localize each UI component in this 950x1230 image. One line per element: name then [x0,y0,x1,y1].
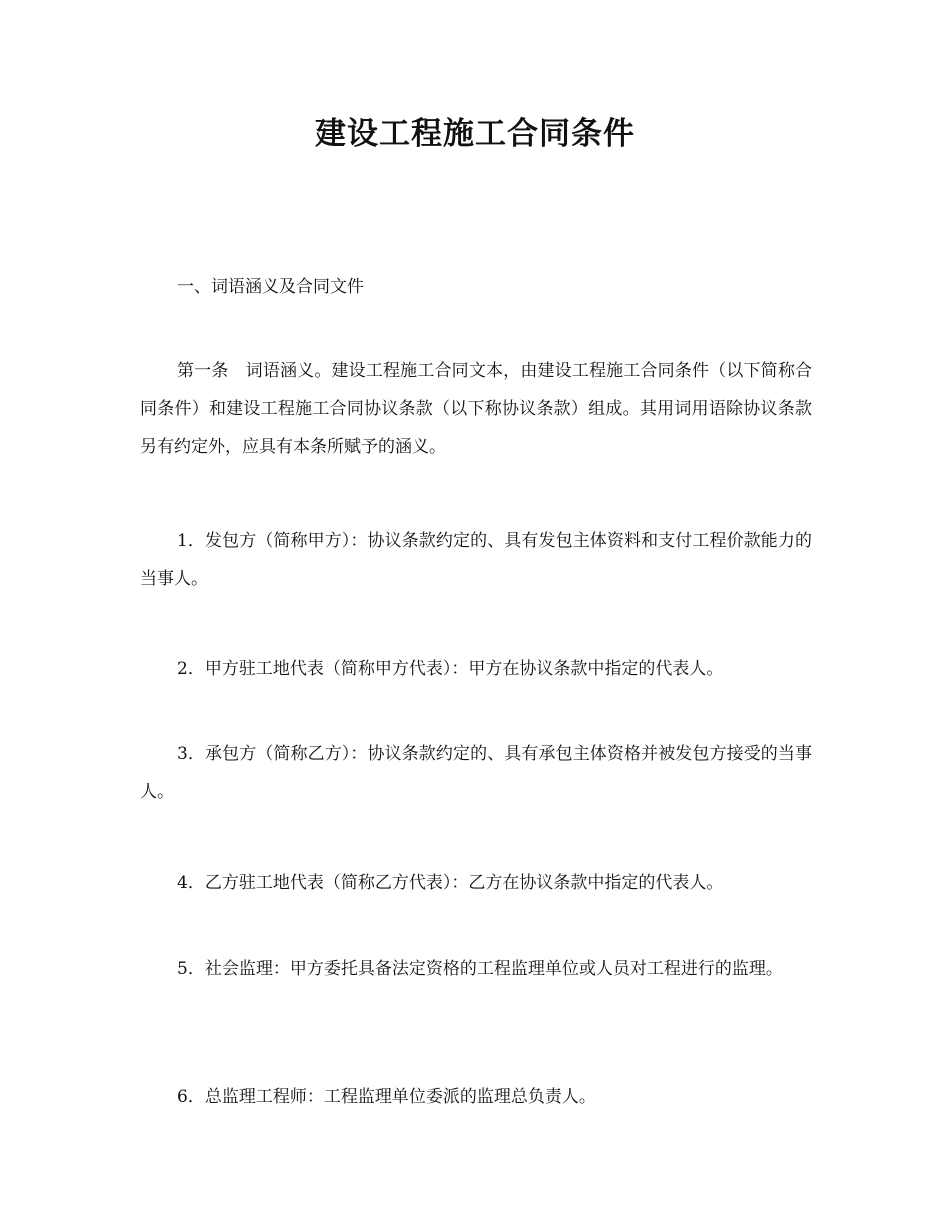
definition-item-1: 1．发包方（简称甲方）：协议条款约定的、具有发包主体资料和支付工程价款能力的当事人。 [140,531,812,589]
section-heading: 一、词语涵义及合同文件 [177,277,364,297]
definition-item-3: 3．承包方（简称乙方）：协议条款约定的、具有承包主体资格并被发包方接受的当事人。 [140,744,812,802]
definition-item-5: 5．社会监理：甲方委托具备法定资格的工程监理单位或人员对工程进行的监理。 [177,959,783,979]
definition-item-4: 4．乙方驻工地代表（简称乙方代表）：乙方在协议条款中指定的代表人。 [177,873,724,893]
document-title: 建设工程施工合同条件 [315,116,635,152]
article-1-paragraph: 第一条 词语涵义。建设工程施工合同文本，由建设工程施工合同条件（以下简称合同条件）和建设工程施工合同协议条款（以下称协议条款）组成。其用词用语除协议条款另有约定外，应具有本条所赋予的涵义。 [140,361,812,457]
definition-item-2: 2．甲方驻工地代表（简称甲方代表）：甲方在协议条款中指定的代表人。 [177,659,724,679]
definition-item-6: 6．总监理工程师：工程监理单位委派的监理总负责人。 [177,1087,596,1107]
